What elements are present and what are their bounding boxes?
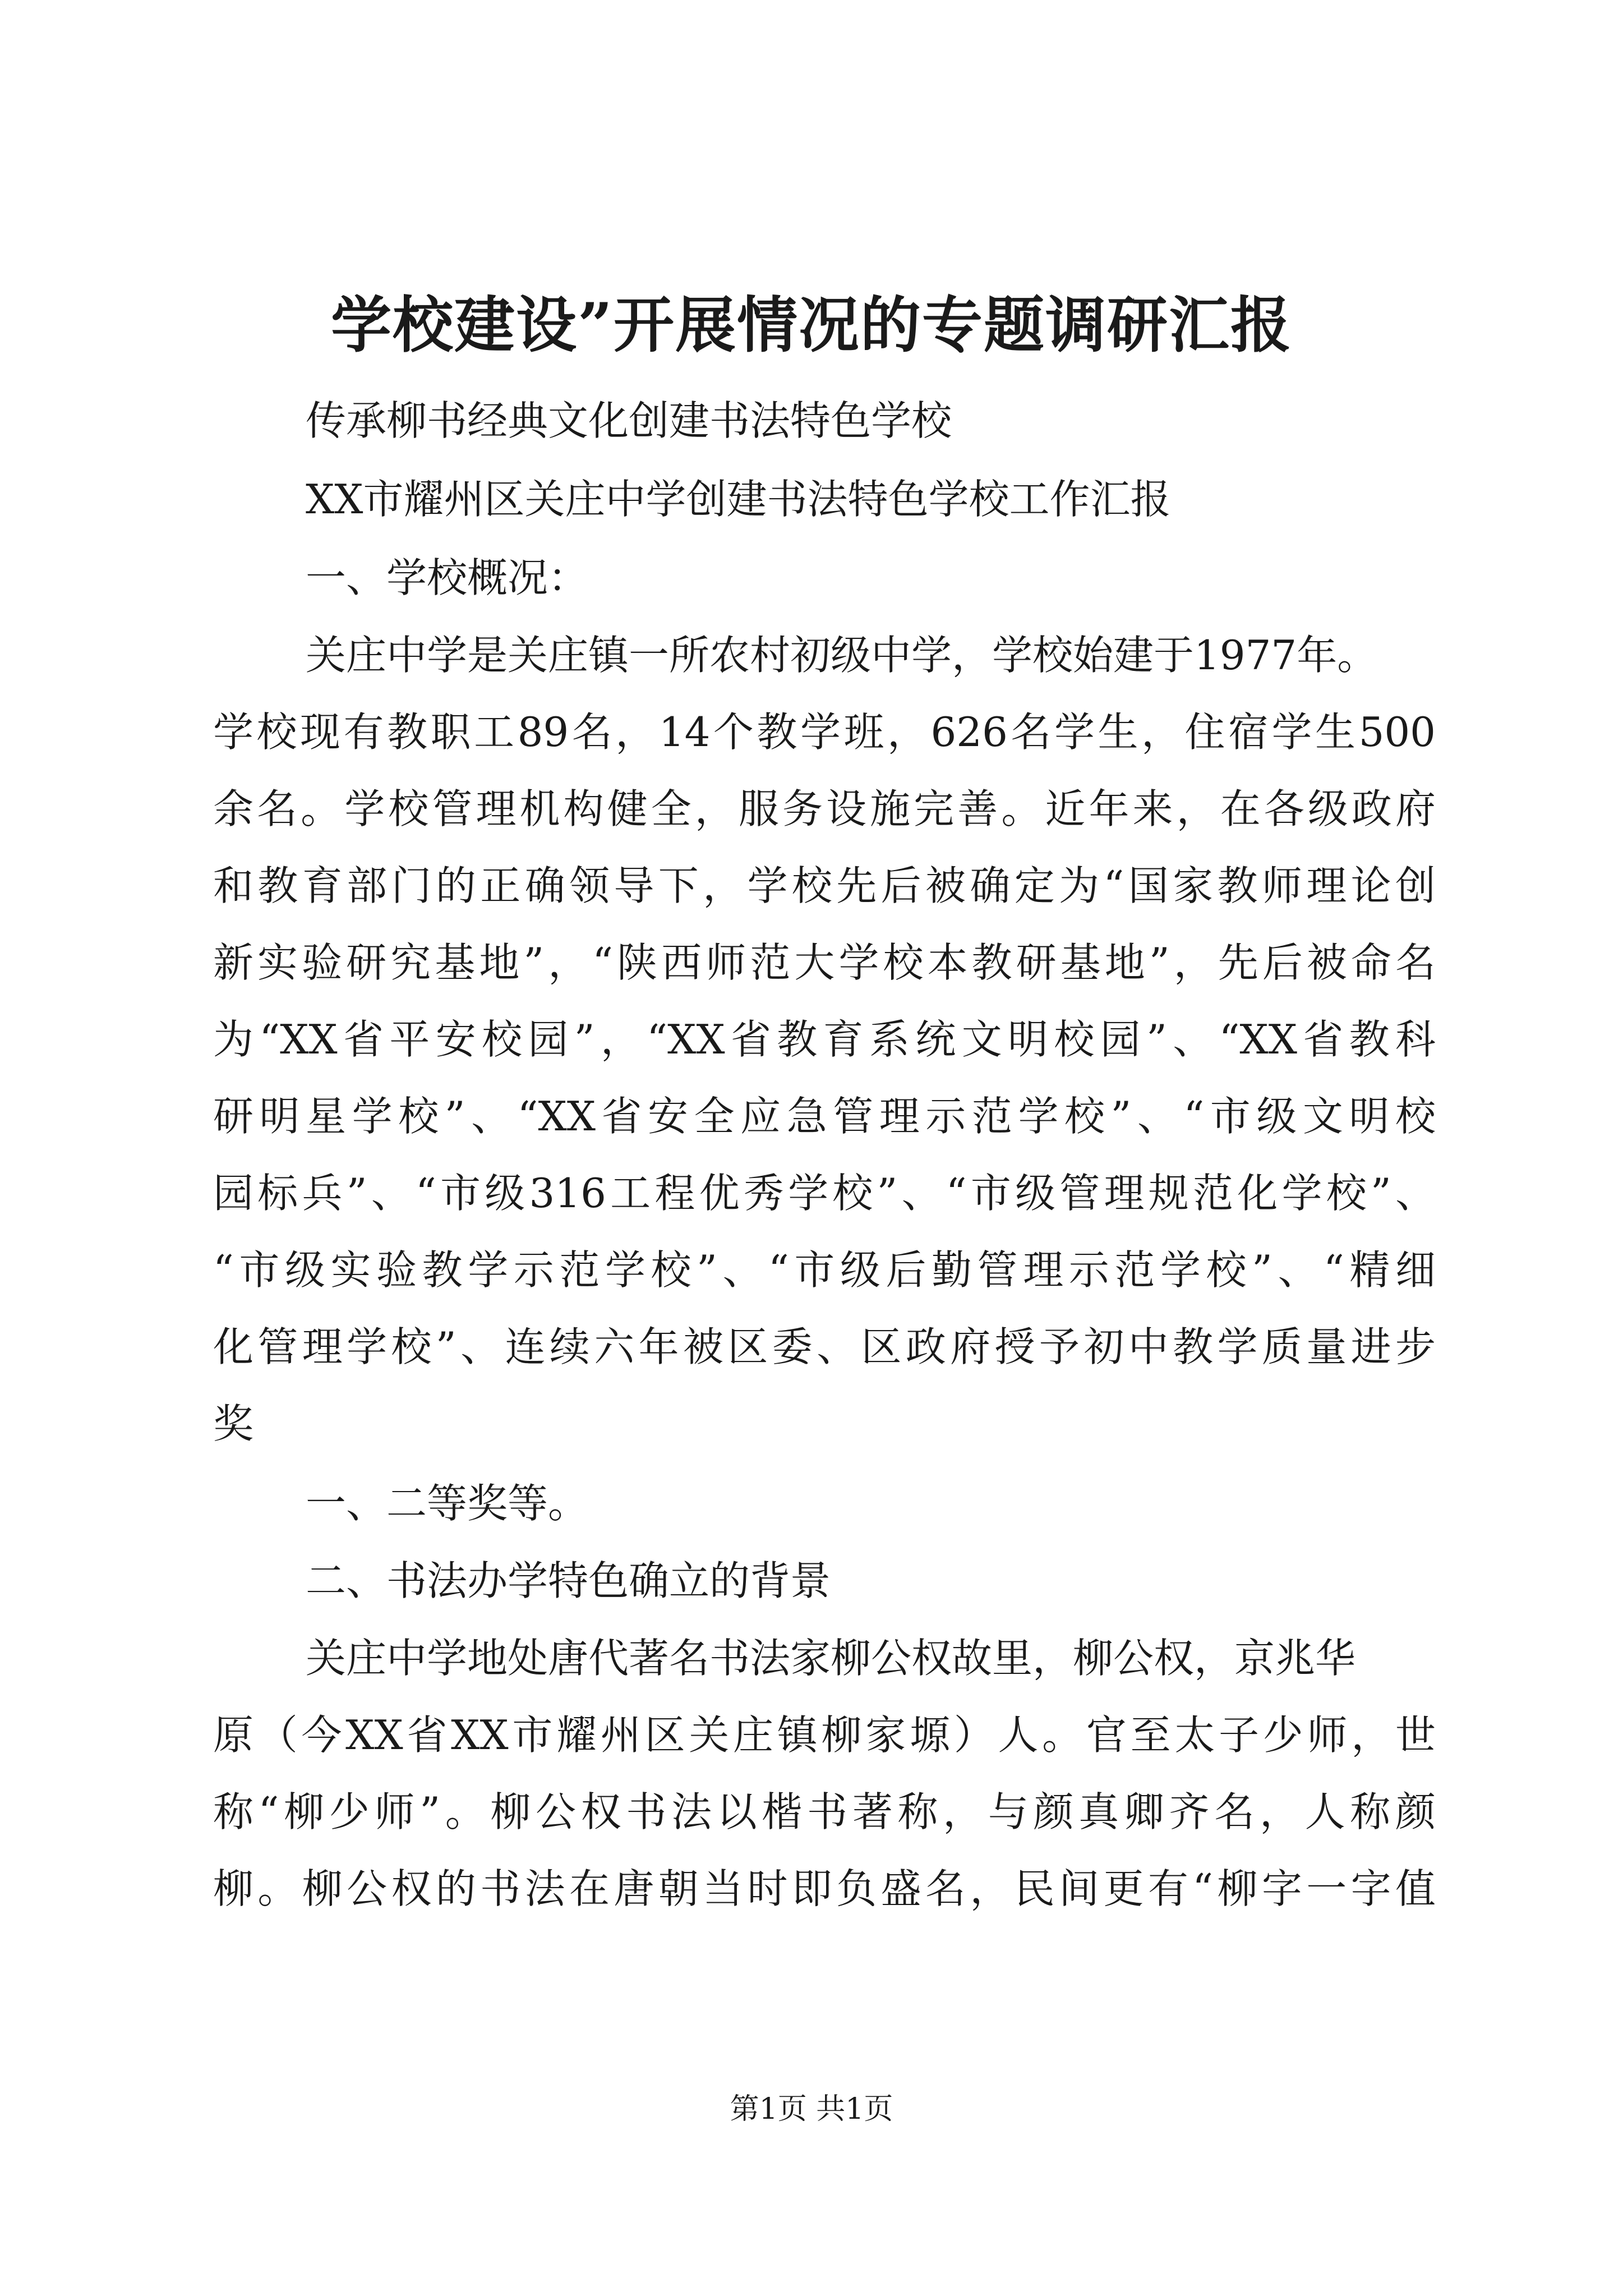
section2-heading: 二、书法办学特色确立的背景 (306, 1557, 831, 1604)
award-line: 一、二等奖等。 (306, 1480, 589, 1527)
section1-line: 园标兵”、“市级316工程优秀学校”、“市级管理规范化学校”、 (213, 1170, 1436, 1217)
page-footer: 第1页 共1页 (730, 2092, 893, 2126)
section1-line: 为“XX省平安校园”，“XX省教育系统文明校园”、“XX省教科 (213, 1016, 1436, 1063)
section1-line: 余名。学校管理机构健全，服务设施完善。近年来，在各级政府 (213, 785, 1436, 832)
subtitle: 传承柳书经典文化创建书法特色学校 (306, 397, 952, 444)
section1-heading: 一、学校概况： (306, 554, 589, 601)
section1-line: 奖 (213, 1400, 254, 1447)
report-heading: XX市耀州区关庄中学创建书法特色学校工作汇报 (306, 476, 1171, 523)
section1-line: 学校现有教职工89名，14个教学班，626名学生，住宿学生500 (213, 708, 1436, 756)
section2-line: 原（今XX省XX市耀州区关庄镇柳家塬）人。官至太子少师，世 (213, 1711, 1436, 1759)
section1-line: 研明星学校”、“XX省安全应急管理示范学校”、“市级文明校 (213, 1093, 1436, 1140)
section2-line: 柳。柳公权的书法在唐朝当时即负盛名，民间更有“柳字一字值 (213, 1865, 1436, 1912)
section1-line: 关庄中学是关庄镇一所农村初级中学，学校始建于1977年。 (306, 632, 1378, 679)
section1-line: 新实验研究基地”，“陕西师范大学校本教研基地”，先后被命名 (213, 939, 1436, 986)
document-title: 学校建设”开展情况的专题调研汇报 (330, 290, 1293, 361)
section1-line: “市级实验教学示范学校”、“市级后勤管理示范学校”、“精细 (213, 1246, 1436, 1294)
section2-line: 称“柳少师”。柳公权书法以楷书著称，与颜真卿齐名，人称颜 (213, 1788, 1436, 1835)
section1-line: 化管理学校”、连续六年被区委、区政府授予初中教学质量进步 (213, 1323, 1436, 1370)
section1-line: 和教育部门的正确领导下，学校先后被确定为“国家教师理论创 (213, 862, 1436, 909)
section2-line: 关庄中学地处唐代著名书法家柳公权故里，柳公权，京兆华 (306, 1635, 1356, 1682)
